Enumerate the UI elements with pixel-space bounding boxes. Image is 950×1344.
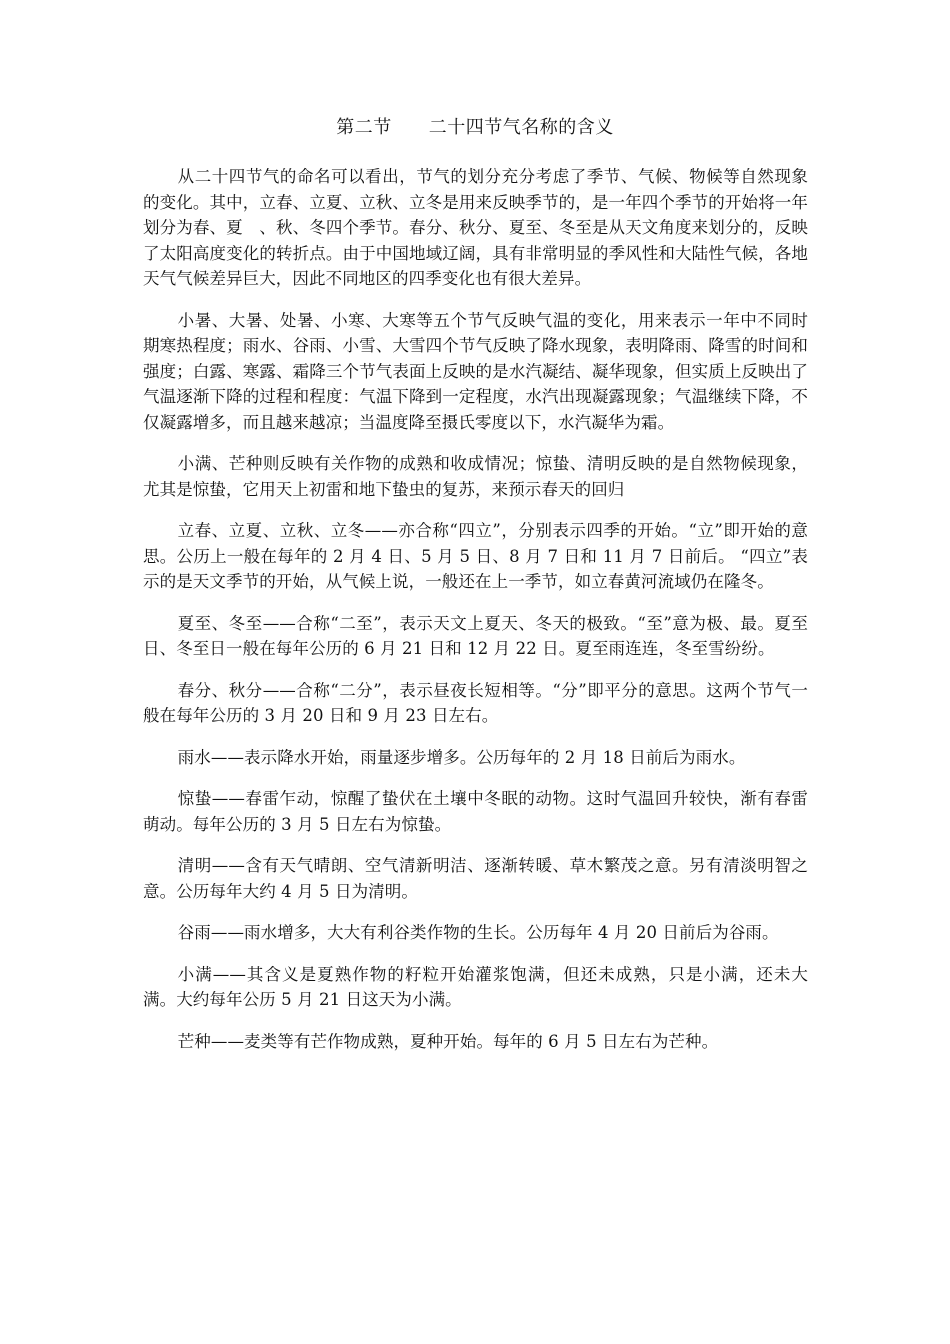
section-title: 第二节 二十四节气名称的含义 bbox=[336, 117, 614, 138]
paragraph-naming-overview: 从二十四节气的命名可以看出，节气的划分充分考虑了季节、气候、物候等自然现象的变化。其中，立春、立夏、立秋、立冬是用来反映季节的，是一年四个季节的开始将一年划分为春、夏 、秋、冬四个季节。春分、秋分、夏至、冬至是从天文角度来划分的，反映了太阳高度变化的转折点。由于中国地域辽阔，具有非常明显的季风性和大陆性气候，各地天气气候差异巨大，因此不同地区的四季变化也有很大差异。 bbox=[143, 167, 808, 288]
paragraph-rain-water: 雨水——表示降水开始，雨量逐步增多。公历每年的 2 月 18 日前后为雨水。 bbox=[177, 747, 746, 767]
paragraph-equinoxes: 春分、秋分——合称“二分”，表示昼夜长短相等。“分”即平分的意思。这两个节气一般在每年公历的 3 月 20 日和 9 月 23 日左右。 bbox=[143, 680, 808, 725]
paragraph-grain-rain: 谷雨——雨水增多，大大有利谷类作物的生长。公历每年 4 月 20 日前后为谷雨。 bbox=[177, 923, 779, 942]
document-body bbox=[143, 164, 808, 1070]
paragraph-awakening-of-insects: 惊蛰——春雷乍动，惊醒了蛰伏在土壤中冬眠的动物。这时气温回升较快，渐有春雷萌动。每年公历的 3 月 5 日左右为惊蛰。 bbox=[143, 789, 808, 834]
paragraph-four-beginnings: 立春、立夏、立秋、立冬——亦合称“四立”，分别表示四季的开始。“立”即开始的意思。公历上一般在每年的 2 月 4 日、5 月 5 日、8 月 7 日和 11 月 7 日前后。 “四立”表示的是天文季节的开始，从气候上说，一般还在上一季节，如立春黄河流域仍在隆冬。 bbox=[143, 521, 808, 591]
paragraph-grain-in-ear: 芒种——麦类等有芒作物成熟，夏种开始。每年的 6 月 5 日左右为芒种。 bbox=[177, 1031, 719, 1051]
paragraph-grain-buds: 小满——其含义是夏熟作物的籽粒开始灌浆饱满，但还未成熟，只是小满，还未大满。大约每年公历 5 月 21 日这天为小满。 bbox=[143, 964, 808, 1009]
paragraph-qingming: 清明——含有天气晴朗、空气清新明洁、逐渐转暖、草木繁茂之意。另有清淡明智之意。公历每年大约 4 月 5 日为清明。 bbox=[143, 856, 808, 901]
paragraph-temperature-precipitation: 小暑、大暑、处暑、小寒、大寒等五个节气反映气温的变化，用来表示一年中不同时期寒热程度；雨水、谷雨、小雪、大雪四个节气反映了降水现象，表明降雨、降雪的时间和强度；白露、寒露、霜降三个节气表面上反映的是水汽凝结、凝华现象，但实质上反映出了气温逐渐下降的过程和程度：气温下降到一定程度，水汽出现凝露现象；气温继续下降，不仅凝露增多，而且越来越凉；当温度降至摄氏零度以下，水汽凝华为霜。 bbox=[143, 310, 808, 432]
paragraph-crops-phenology: 小满、芒种则反映有关作物的成熟和收成情况；惊蛰、清明反映的是自然物候现象，尤其是惊蛰，它用天上初雷和地下蛰虫的复苏，来预示春天的回归 bbox=[143, 454, 808, 499]
paragraph-solstices: 夏至、冬至——合称“二至”，表示天文上夏天、冬天的极致。“至”意为极、最。夏至日、冬至日一般在每年公历的 6 月 21 日和 12 月 22 日。夏至雨连连，冬至雪纷纷。 bbox=[143, 613, 808, 658]
